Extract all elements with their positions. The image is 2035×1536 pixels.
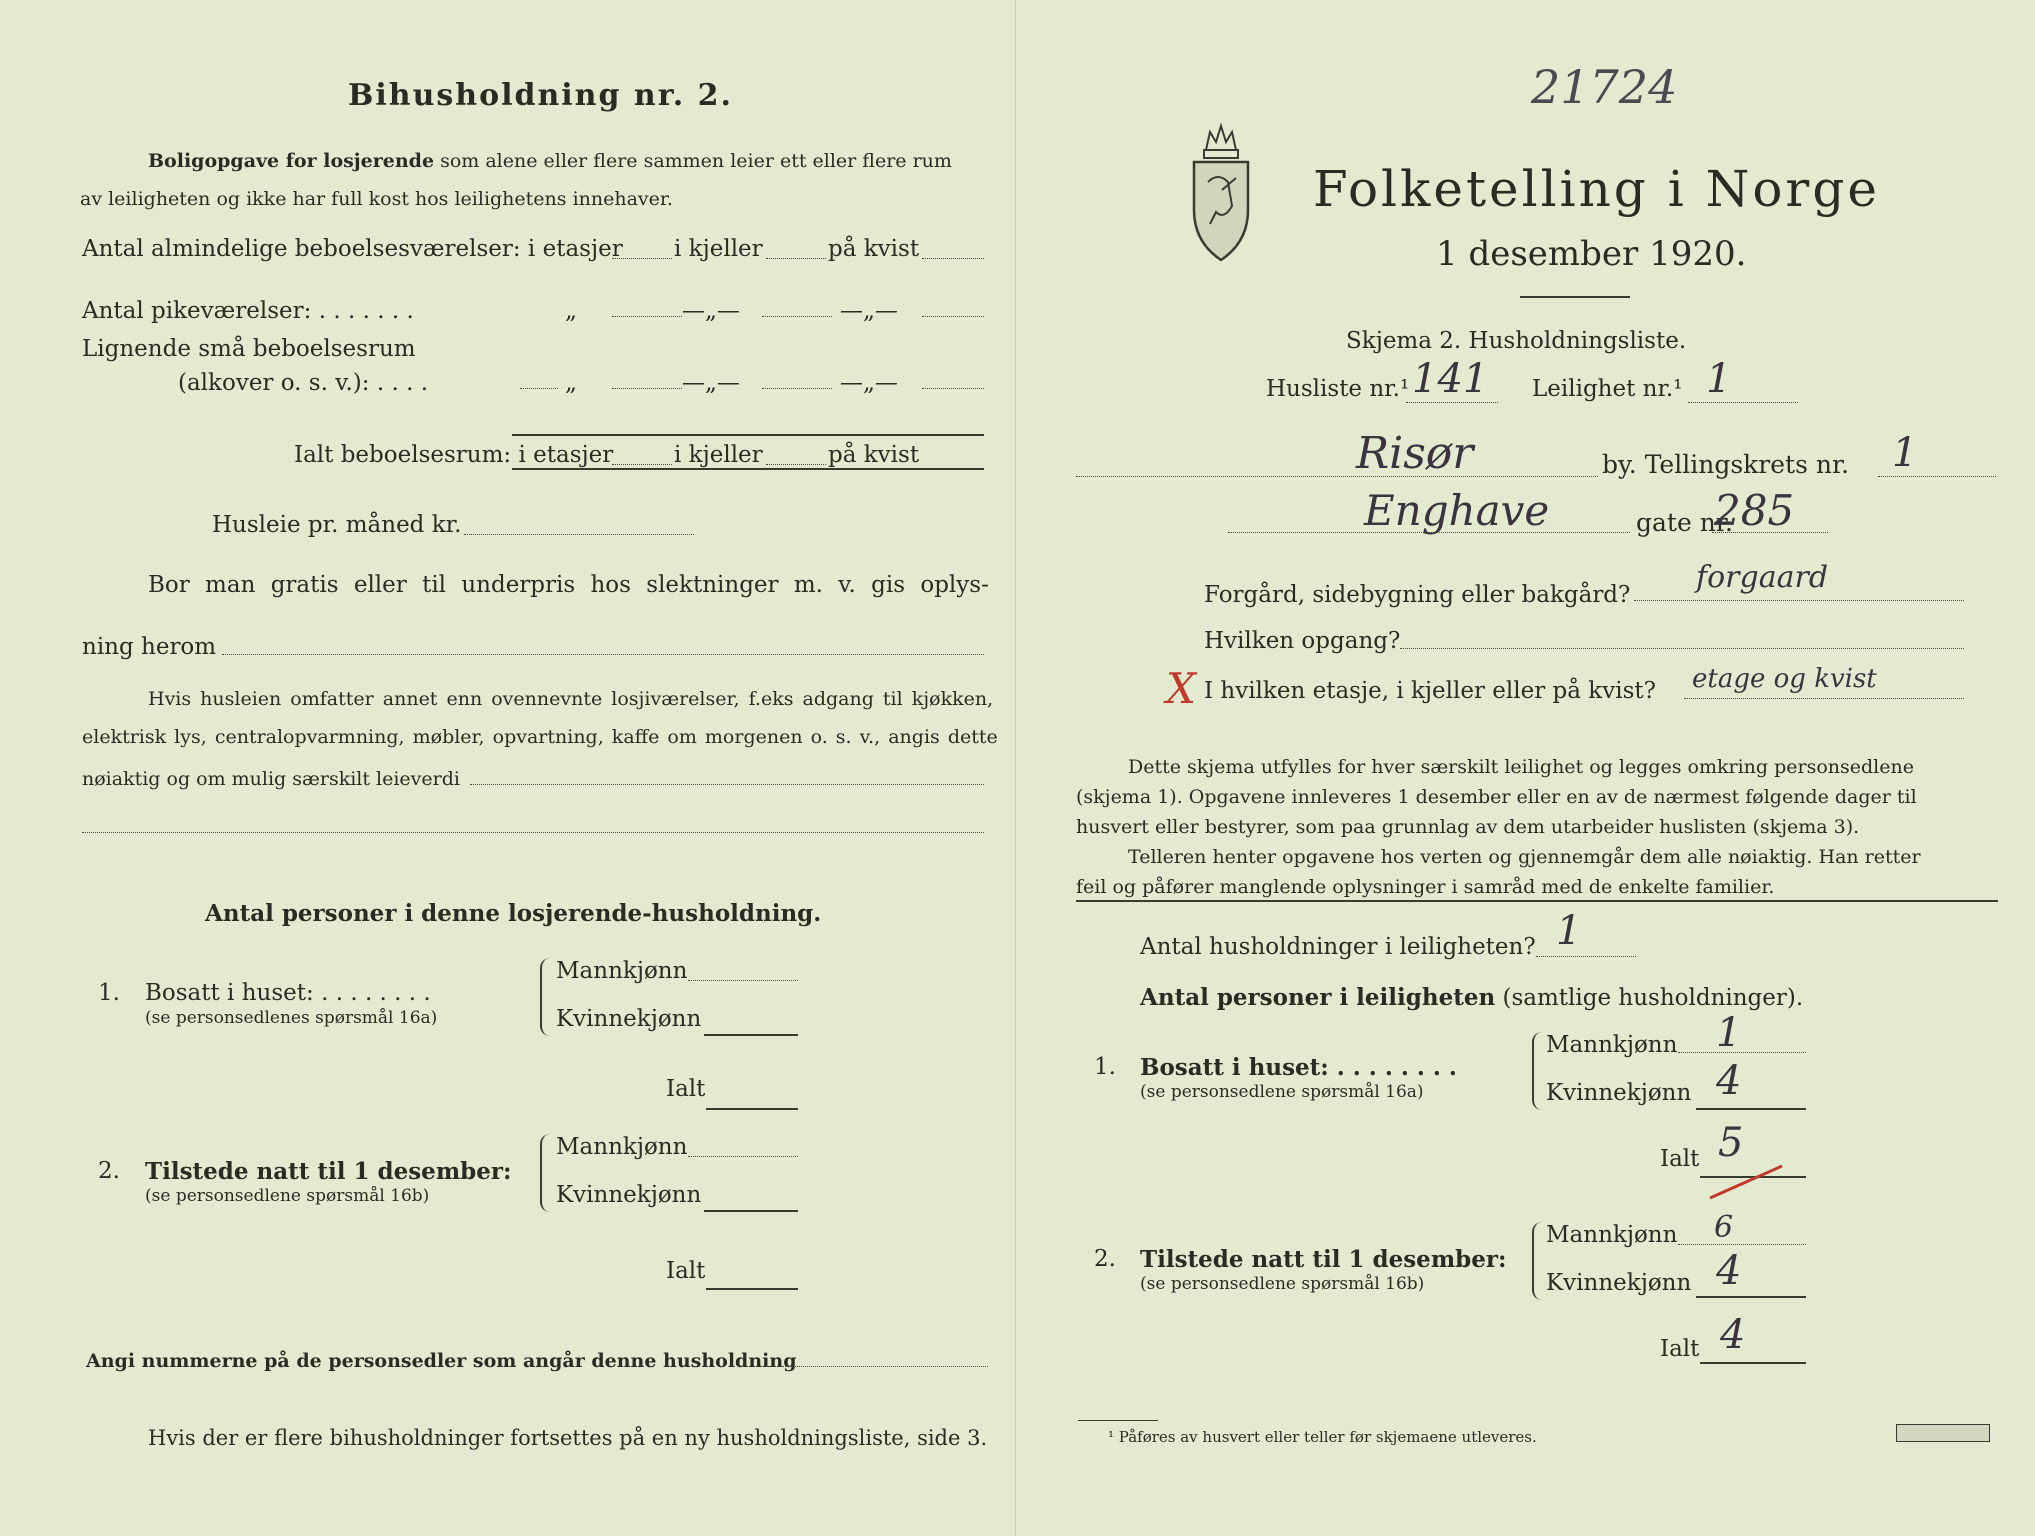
right-q1-ialt-value: 5 [1718, 1120, 1744, 1166]
left-persons-heading: Antal personer i denne losjerende-husholdning. [205, 900, 822, 927]
left-q1-num: 1. [98, 980, 120, 1006]
right-q2-sub: (se personsedlene spørsmål 16b) [1140, 1274, 1425, 1294]
skjema-label: Skjema 2. Husholdningsliste. [1346, 328, 1687, 354]
by-krets-label: by. Tellingskrets nr. [1602, 450, 1850, 479]
ialt-rooms-rule [512, 434, 984, 436]
ialt-kjeller-field[interactable] [766, 464, 826, 465]
leieverdi-field[interactable] [470, 784, 984, 785]
left-q2-kvinne-label: Kvinnekjønn [556, 1182, 702, 1208]
title-underline [1520, 296, 1630, 298]
pike-label: Antal pikeværelser: . . . . . . . [82, 298, 414, 324]
ialt-rooms-label: Ialt beboelsesrum: i etasjer [294, 442, 614, 468]
husliste-label: Husliste nr.¹ [1266, 376, 1410, 402]
forgaard-label: Forgård, sidebygning eller bakgård? [1204, 582, 1631, 608]
census-date: 1 desember 1920. [1436, 234, 1747, 274]
left-q2-sub: (se personsedlene spørsmål 16b) [145, 1186, 430, 1206]
right-q1-label: Bosatt i huset: . . . . . . . . [1140, 1054, 1457, 1081]
alkover-lead [520, 388, 558, 389]
info-line-1: Dette skjema utfylles for hver særskilt leilighet og legges omkring personsedlene [1128, 756, 1914, 778]
right-q1-mann-label: Mannkjønn [1546, 1032, 1678, 1058]
gate-value: 285 [1714, 486, 1795, 535]
leilighet-field[interactable] [1688, 402, 1798, 403]
red-check-stroke-icon [1706, 1162, 1786, 1202]
alkover-ditto-1: „ [565, 370, 577, 396]
right-q2-kvinne-value: 4 [1716, 1248, 1742, 1294]
alkover-kjeller-field[interactable] [762, 388, 832, 389]
gate-field[interactable] [1712, 532, 1828, 533]
left-q2-ialt-field[interactable] [706, 1288, 798, 1290]
right-q2-ialt-value: 4 [1720, 1312, 1746, 1358]
hush-value: 1 [1556, 908, 1582, 954]
right-q1-brace [1532, 1032, 1546, 1110]
etasje-red-mark: X [1166, 664, 1196, 713]
ialt-kjeller-label: i kjeller [674, 442, 763, 468]
alkover-kvist-field[interactable] [922, 388, 984, 389]
angi-field[interactable] [766, 1366, 988, 1367]
persons-rest: (samtlige husholdninger). [1502, 985, 1804, 1011]
gratis-field[interactable] [222, 654, 984, 655]
intro-line-2: av leiligheten og ikke har full kost hos leilighetens innehaver. [80, 188, 673, 210]
info-line-4: Telleren henter opgavene hos verten og gjennemgår dem alle nøiaktig. Han retter [1128, 846, 1921, 868]
archive-number: 21724 [1531, 60, 1678, 114]
left-q2-kvinne-field[interactable] [704, 1210, 798, 1212]
krets-value: 1 [1892, 430, 1918, 476]
left-q2-mann-field[interactable] [688, 1156, 798, 1157]
krets-field[interactable] [1878, 476, 1996, 477]
norway-coat-of-arms-icon [1188, 120, 1254, 270]
right-q1-mann-value: 1 [1716, 1010, 1742, 1056]
etasje-label: I hvilken etasje, i kjeller eller på kvist? [1204, 678, 1656, 704]
info-line-3: husvert eller bestyrer, som paa grunnlag av dem utarbeider huslisten (skjema 3). [1076, 816, 1860, 838]
info-line-5: feil og påfører manglende oplysninger i samråd med de enkelte familier. [1076, 876, 1775, 898]
hush-label: Antal husholdninger i leiligheten? [1140, 934, 1536, 960]
hush-field[interactable] [1536, 956, 1636, 957]
note-line-3: nøiaktig og om mulig særskilt leieverdi [82, 768, 460, 790]
right-q2-kvinne-field[interactable] [1696, 1296, 1806, 1298]
intro-bold: Boligopgave for losjerende [148, 150, 435, 172]
right-page-husholdningsliste [1015, 0, 2035, 1536]
forgaard-field[interactable] [1634, 600, 1964, 601]
angi-label: Angi nummerne på de personsedler som angår denne husholdning [86, 1350, 797, 1372]
ialt-rooms-rule-2 [512, 468, 984, 470]
left-q2-mann-label: Mannkjønn [556, 1134, 688, 1160]
ialt-kvist-label: på kvist [828, 442, 920, 468]
left-q2-label: Tilstede natt til 1 desember: [145, 1158, 512, 1185]
street-field[interactable] [1228, 532, 1630, 533]
left-q1-label: Bosatt i huset: . . . . . . . . [145, 980, 431, 1006]
printer-stamp-icon [1896, 1424, 1990, 1442]
left-q1-kvinne-field[interactable] [704, 1034, 798, 1036]
intro-rest: som alene eller flere sammen leier ett eller flere rum [440, 150, 952, 172]
gate-label: gate nr. [1636, 508, 1733, 537]
left-q1-brace [540, 958, 554, 1036]
left-q2-brace [540, 1134, 554, 1212]
alkover-label: (alkover o. s. v.): . . . . [178, 370, 429, 396]
left-footer: Hvis der er flere bihusholdninger fortsettes på en ny husholdningsliste, side 3. [148, 1426, 988, 1450]
left-q1-kvinne-label: Kvinnekjønn [556, 1006, 702, 1032]
left-q1-ialt-field[interactable] [706, 1108, 798, 1110]
intro-line-1 [148, 150, 952, 172]
right-q1-ialt-label: Ialt [1660, 1146, 1700, 1172]
alkover-ditto-3: —„— [840, 370, 898, 396]
street-value: Enghave [1364, 486, 1550, 535]
right-q1-mann-field[interactable] [1678, 1052, 1806, 1053]
husleie-label: Husleie pr. måned kr. [212, 512, 462, 538]
leilighet-value: 1 [1706, 356, 1732, 402]
pike-kjeller-field[interactable] [762, 316, 832, 317]
left-q1-mann-field[interactable] [688, 980, 798, 981]
note-line-1: Hvis husleien omfatter annet enn ovennevnte losjiværelser, f.eks adgang til kjøkken, [148, 688, 994, 710]
right-q2-num: 2. [1094, 1246, 1116, 1272]
right-q2-mann-label: Mannkjønn [1546, 1222, 1678, 1248]
right-title: Folketelling i Norge [1313, 160, 1880, 218]
left-title: Bihusholdning nr. 2. [348, 78, 733, 113]
etasje-value: etage og kvist [1692, 664, 1877, 694]
rooms-kvist-field[interactable] [922, 258, 984, 259]
right-q2-label: Tilstede natt til 1 desember: [1140, 1246, 1507, 1273]
right-q1-num: 1. [1094, 1054, 1116, 1080]
right-q1-kvinne-value: 4 [1716, 1058, 1742, 1104]
instructions-block [1076, 752, 1996, 902]
lign-label: Lignende små beboelsesrum [82, 336, 416, 362]
alkover-ditto-2: —„— [682, 370, 740, 396]
right-q2-mann-field[interactable] [1678, 1244, 1806, 1245]
rooms-kjeller-label: i kjeller [674, 236, 763, 262]
opgang-label: Hvilken opgang? [1204, 628, 1401, 654]
footnote-rule [1078, 1420, 1158, 1421]
info-line-2: (skjema 1). Opgavene innleveres 1 desember eller en av de nærmest følgende dager til [1076, 786, 1917, 808]
left-q2-ialt-label: Ialt [666, 1258, 706, 1284]
section-divider [1076, 900, 1998, 902]
persons-bold: Antal personer i leiligheten [1140, 984, 1496, 1011]
pike-etasjer-field[interactable] [612, 316, 682, 317]
pike-ditto-2: —„— [682, 298, 740, 324]
city-field[interactable] [1076, 476, 1598, 477]
left-q2-num: 2. [98, 1158, 120, 1184]
pike-ditto-3: —„— [840, 298, 898, 324]
husliste-field[interactable] [1406, 402, 1498, 403]
alkover-etasjer-field[interactable] [612, 388, 682, 389]
right-q2-ialt-label: Ialt [1660, 1336, 1700, 1362]
opgang-field[interactable] [1400, 648, 1964, 649]
forgaard-value: forgaard [1696, 560, 1829, 595]
gratis-line-1: Bor man gratis eller til underpris hos slektninger m. v. gis oplys- [148, 572, 989, 598]
right-q1-kvinne-label: Kvinnekjønn [1546, 1080, 1692, 1106]
right-q2-kvinne-label: Kvinnekjønn [1546, 1270, 1692, 1296]
left-q1-ialt-label: Ialt [666, 1076, 706, 1102]
left-page-bihusholdning [0, 0, 1015, 1536]
note-line-2: elektrisk lys, centralopvarmning, møbler, opvartning, kaffe om morgenen o. s. v., angis dette [82, 726, 998, 748]
left-q1-mann-label: Mannkjønn [556, 958, 688, 984]
note-extra-field[interactable] [82, 832, 984, 833]
pike-ditto-1: „ [565, 298, 577, 324]
gratis-line-2: ning herom [82, 634, 217, 660]
husleie-field[interactable] [464, 534, 694, 535]
rooms-kjeller-field[interactable] [766, 258, 826, 259]
right-q2-brace [1532, 1222, 1546, 1300]
right-q1-kvinne-field[interactable] [1696, 1108, 1806, 1110]
footnote: ¹ Påføres av husvert eller teller før skjemaene utleveres. [1108, 1428, 1537, 1446]
pike-kvist-field[interactable] [922, 316, 984, 317]
etasje-field[interactable] [1684, 698, 1964, 699]
right-q2-ialt-field[interactable] [1700, 1362, 1806, 1364]
right-q1-sub: (se personsedlene spørsmål 16a) [1140, 1082, 1424, 1102]
ialt-etasjer-field[interactable] [612, 464, 672, 465]
rooms-label: Antal almindelige beboelsesværelser: i etasjer [82, 236, 623, 262]
left-q1-sub: (se personsedlenes spørsmål 16a) [145, 1008, 438, 1028]
husliste-value: 141 [1412, 356, 1489, 402]
city-value: Risør [1356, 428, 1474, 479]
rooms-etasjer-field[interactable] [612, 258, 672, 259]
right-q2-mann-value: 6 [1714, 1210, 1734, 1245]
leilighet-label: Leilighet nr.¹ [1532, 376, 1683, 402]
rooms-kvist-label: på kvist [828, 236, 920, 262]
right-persons-heading [1140, 984, 1803, 1011]
